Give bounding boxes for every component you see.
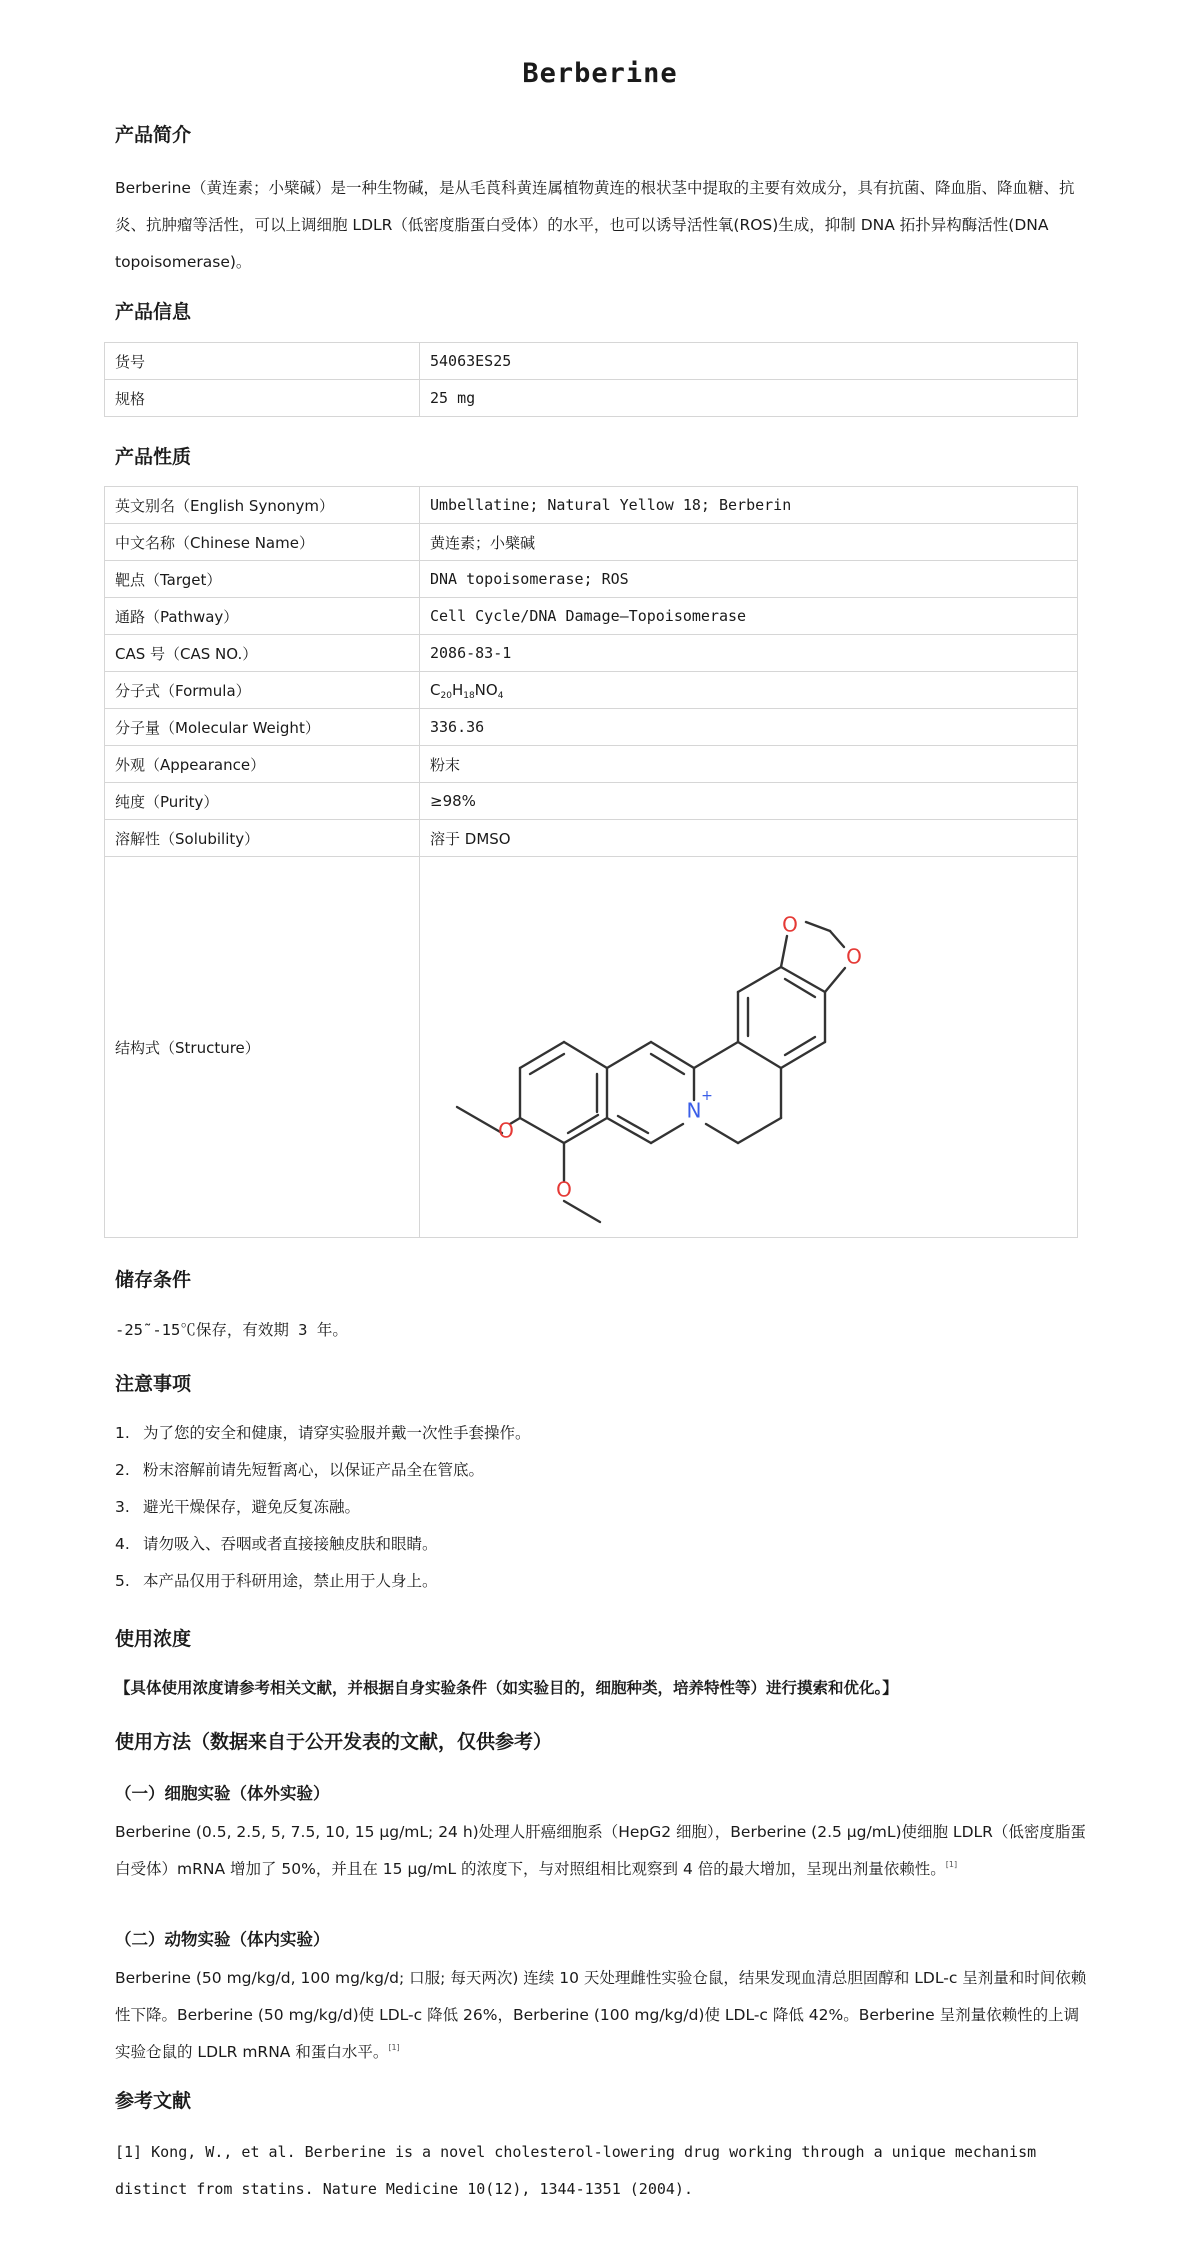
info-value: 25 mg xyxy=(420,380,1078,417)
property-value: 2086-83-1 xyxy=(420,635,1078,672)
intro-heading: 产品简介 xyxy=(115,124,192,146)
table-row xyxy=(105,487,1078,524)
table-row xyxy=(105,709,1078,746)
property-value: 黄连素；小檗碱 xyxy=(420,524,1078,561)
list-text: 为了您的安全和健康，请穿实验服并戴一次性手套操作。 xyxy=(143,1424,531,1442)
citation-mark: [1] xyxy=(388,2043,400,2052)
structure-cell xyxy=(420,857,1078,1238)
formula-value xyxy=(420,672,1078,709)
table-row xyxy=(105,672,1078,709)
animal-experiment-heading: （二）动物实验（体内实验） xyxy=(115,1930,330,1949)
list-number: 5. xyxy=(115,1572,130,1590)
concentration-heading: 使用浓度 xyxy=(115,1628,192,1650)
notes-list xyxy=(115,1415,1090,1600)
info-value: 54063ES25 xyxy=(420,343,1078,380)
animal-experiment-text xyxy=(115,1960,1090,2071)
property-value: 336.36 xyxy=(420,709,1078,746)
atom-label: O xyxy=(498,1118,514,1143)
table-row xyxy=(105,746,1078,783)
property-value: Umbellatine; Natural Yellow 18; Berberin xyxy=(420,487,1078,524)
property-key: 溶解性（Solubility） xyxy=(105,820,420,857)
property-key: 分子量（Molecular Weight） xyxy=(105,709,420,746)
list-number: 4. xyxy=(115,1535,130,1553)
info-heading: 产品信息 xyxy=(115,301,192,323)
table-row xyxy=(105,635,1078,672)
atom-label: O xyxy=(782,912,798,937)
atom-label: N xyxy=(686,1098,702,1123)
properties-heading: 产品性质 xyxy=(115,446,192,468)
citation-mark: [1] xyxy=(945,1860,958,1869)
list-number: 2. xyxy=(115,1461,130,1479)
property-key: 分子式（Formula） xyxy=(105,672,420,709)
list-text: 避光干燥保存，避免反复冻融。 xyxy=(143,1498,361,1516)
formula-c-count: 20 xyxy=(440,691,452,701)
info-key: 规格 xyxy=(105,380,420,417)
cell-experiment-heading: （一）细胞实验（体外实验） xyxy=(115,1784,330,1803)
properties-table xyxy=(104,486,1078,1238)
charge-label: + xyxy=(701,1088,713,1104)
property-key: 靶点（Target） xyxy=(105,561,420,598)
list-item xyxy=(115,1415,1090,1452)
property-key: 英文别名（English Synonym） xyxy=(105,487,420,524)
property-value: ≥98% xyxy=(420,783,1078,820)
property-value: DNA topoisomerase; ROS xyxy=(420,561,1078,598)
list-text: 粉末溶解前请先短暂离心，以保证产品全在管底。 xyxy=(143,1461,485,1479)
atom-label: O xyxy=(846,944,862,969)
formula-h: H xyxy=(451,681,464,699)
table-row xyxy=(105,380,1078,417)
intro-text: Berberine（黄连素；小檗碱）是一种生物碱，是从毛莨科黄连属植物黄连的根状茎中提取的主要有效成分，具有抗菌、降血脂、降血糖、抗炎、抗肿瘤等活性，可以上调细胞 LDLR（低密度脂蛋白受体）的水平，也可以诱导活性氧(ROS)生成，抑制 DNA 拓扑异构酶活性(DNA topoisomerase)。 xyxy=(115,179,1075,271)
property-value: 溶于 DMSO xyxy=(420,820,1078,857)
storage-text: -25˜-15℃保存，有效期 3 年。 xyxy=(115,1321,348,1339)
table-row xyxy=(105,820,1078,857)
page-title: Berberine xyxy=(522,58,678,89)
table-row xyxy=(105,343,1078,380)
formula-o-count: 4 xyxy=(497,691,504,701)
table-row xyxy=(105,783,1078,820)
list-item xyxy=(115,1563,1090,1600)
concentration-text: 【具体使用浓度请参考相关文献，并根据自身实验条件（如实验目的，细胞种类，培养特性等）进行摸索和优化。】 xyxy=(115,1679,898,1697)
list-number: 3. xyxy=(115,1498,130,1516)
property-key: 纯度（Purity） xyxy=(105,783,420,820)
property-key: 结构式（Structure） xyxy=(105,857,420,1238)
notes-heading: 注意事项 xyxy=(115,1373,192,1395)
table-row xyxy=(105,857,1078,1238)
reference-item: [1] Kong, W., et al. Berberine is a novel cholesterol-lowering drug working through a unique mechanism distinct from statins. Nature Medicine 10(12), 1344-1351 (2004). xyxy=(115,2143,1037,2198)
list-item xyxy=(115,1526,1090,1563)
method-heading: 使用方法（数据来自于公开发表的文献，仅供参考） xyxy=(115,1731,553,1753)
animal-experiment-body: Berberine (50 mg/kg/d, 100 mg/kg/d; 口服; 每天两次) 连续 10 天处理雌性实验仓鼠，结果发现血清总胆固醇和 LDL-c 呈剂量和时间依赖性下降。Berberine (50 mg/kg/d)使 LDL-c 降低 26%，Berberine (100 mg/kg/d)使 LDL-c 降低 42%。Berberine 呈剂量依赖性的上调实验仓鼠的 LDLR mRNA 和蛋白水平。 xyxy=(115,1969,1087,2061)
property-key: 外观（Appearance） xyxy=(105,746,420,783)
info-key: 货号 xyxy=(105,343,420,380)
table-row xyxy=(105,561,1078,598)
storage-heading: 储存条件 xyxy=(115,1269,192,1291)
list-item xyxy=(115,1452,1090,1489)
table-row xyxy=(105,598,1078,635)
property-key: 中文名称（Chinese Name） xyxy=(105,524,420,561)
property-key: CAS 号（CAS NO.） xyxy=(105,635,420,672)
property-key: 通路（Pathway） xyxy=(105,598,420,635)
property-value: 粉末 xyxy=(420,746,1078,783)
formula-h-count: 18 xyxy=(463,691,475,701)
atom-label: O xyxy=(556,1177,572,1202)
list-item xyxy=(115,1489,1090,1526)
cell-experiment-body: Berberine (0.5, 2.5, 5, 7.5, 10, 15 μg/mL; 24 h)处理人肝癌细胞系（HepG2 细胞），Berberine (2.5 μg/mL)使细胞 LDLR（低密度脂蛋白受体）mRNA 增加了 50%，并且在 15 μg/mL 的浓度下，与对照组相比观察到 4 倍的最大增加，呈现出剂量依赖性。 xyxy=(115,1823,1086,1878)
info-table xyxy=(104,342,1078,417)
formula-no: NO xyxy=(474,681,498,699)
list-number: 1. xyxy=(115,1424,130,1442)
list-text: 请勿吸入、吞咽或者直接接触皮肤和眼睛。 xyxy=(143,1535,438,1553)
table-row xyxy=(105,524,1078,561)
references-heading: 参考文献 xyxy=(115,2090,192,2112)
formula-c: C xyxy=(430,681,441,699)
berberine-structure-diagram xyxy=(440,862,900,1232)
property-value: Cell Cycle/DNA Damage—Topoisomerase xyxy=(420,598,1078,635)
list-text: 本产品仅用于科研用途，禁止用于人身上。 xyxy=(143,1572,438,1590)
cell-experiment-text xyxy=(115,1814,1090,1888)
